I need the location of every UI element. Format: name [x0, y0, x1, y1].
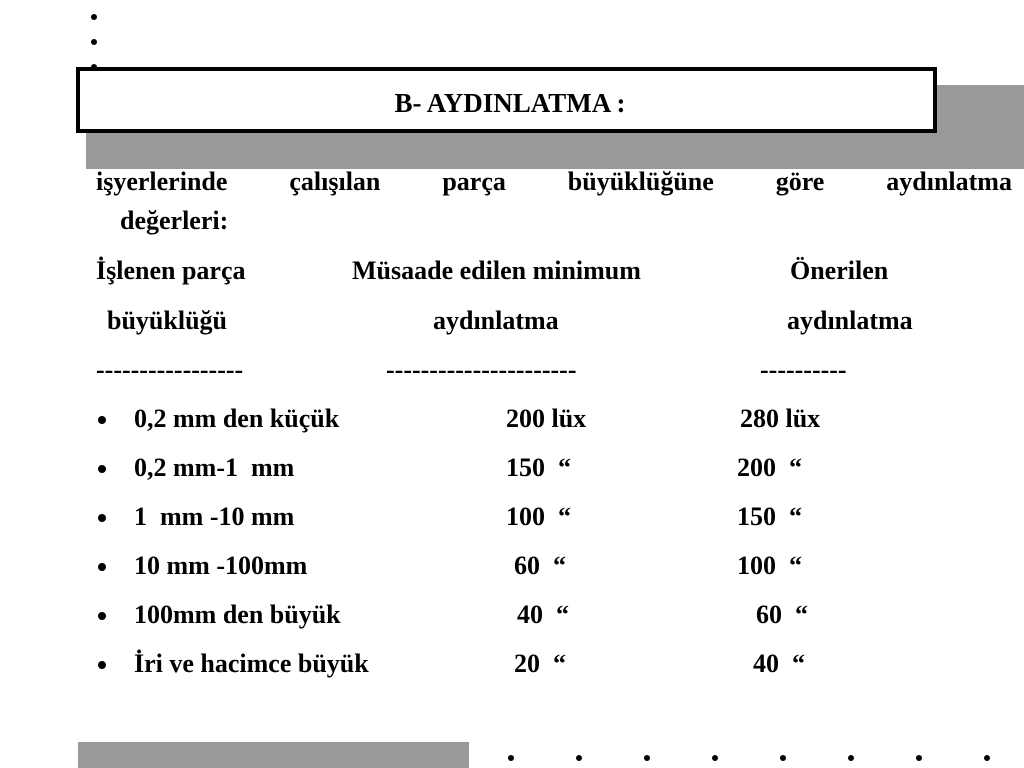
header-col3-line1: Önerilen — [790, 256, 889, 285]
row-min-lux: 60 “ — [514, 551, 566, 580]
header-col1-line2: büyüklüğü — [107, 306, 227, 335]
header-dash-col1: ----------------- — [96, 355, 244, 384]
header-dash-col2: ---------------------- — [386, 355, 577, 384]
intro-word: işyerlerinde — [96, 167, 228, 196]
row-rec-lux: 200 “ — [737, 453, 802, 482]
header-col1-line1: İşlenen parça — [96, 256, 246, 285]
row-size: İri ve hacimce büyük — [134, 649, 369, 678]
decor-dot — [91, 39, 97, 45]
row-size: 100mm den büyük — [134, 600, 341, 629]
decor-dot — [91, 14, 97, 20]
decor-dot — [984, 755, 990, 761]
decor-dot — [712, 755, 718, 761]
row-min-lux: 40 “ — [517, 600, 569, 629]
row-min-lux: 20 “ — [514, 649, 566, 678]
row-min-lux: 200 lüx — [506, 404, 587, 433]
decor-dot — [848, 755, 854, 761]
row-size: 1 mm -10 mm — [134, 502, 295, 531]
intro-word: aydınlatma — [886, 167, 1012, 196]
row-size: 0,2 mm-1 mm — [134, 453, 295, 482]
decor-dot — [508, 755, 514, 761]
header-dash-col3: ---------- — [760, 355, 847, 384]
bottom-gray-bar — [78, 742, 469, 768]
decor-dot — [780, 755, 786, 761]
row-rec-lux: 280 lüx — [740, 404, 821, 433]
decor-dot — [644, 755, 650, 761]
header-col3-line2: aydınlatma — [787, 306, 913, 335]
bullet-icon — [98, 661, 106, 669]
intro-word: göre — [775, 167, 825, 196]
row-min-lux: 150 “ — [506, 453, 571, 482]
row-rec-lux: 60 “ — [756, 600, 808, 629]
decor-dot — [576, 755, 582, 761]
bullet-icon — [98, 465, 106, 473]
row-size: 0,2 mm den küçük — [134, 404, 340, 433]
bullet-icon — [98, 514, 106, 522]
bullet-icon — [98, 612, 106, 620]
row-min-lux: 100 “ — [506, 502, 571, 531]
intro-word: çalışılan — [289, 167, 381, 196]
slide-title-text: B- AYDINLATMA : — [394, 88, 626, 118]
bullet-icon — [98, 563, 106, 571]
decor-dot — [916, 755, 922, 761]
row-rec-lux: 100 “ — [737, 551, 802, 580]
intro-line-1 — [96, 166, 1012, 198]
row-rec-lux: 40 “ — [753, 649, 805, 678]
row-size: 10 mm -100mm — [134, 551, 308, 580]
row-rec-lux: 150 “ — [737, 502, 802, 531]
intro-word: parça — [442, 167, 506, 196]
header-col2-line1: Müsaade edilen minimum — [352, 256, 641, 285]
intro-line-2: değerleri: — [120, 206, 229, 235]
intro-word: büyüklüğüne — [567, 167, 714, 196]
bullet-icon — [98, 416, 106, 424]
slide-title — [0, 87, 1024, 119]
header-col2-line2: aydınlatma — [433, 306, 559, 335]
